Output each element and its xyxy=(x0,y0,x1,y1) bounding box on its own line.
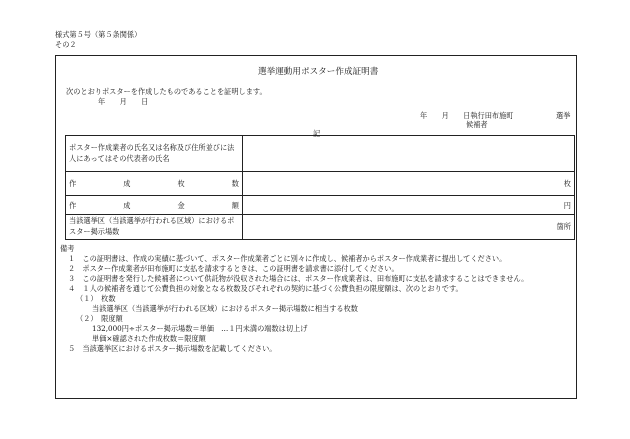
table-row xyxy=(66,215,575,240)
table-row xyxy=(66,172,575,196)
note-subitem: 当該選挙区（当該選挙が行われる区域）におけるポスター掲示場数に相当する枚数 xyxy=(92,304,358,313)
row-label-quantity: 作 成 枚 数 xyxy=(66,172,243,196)
issue-date: 年 月 日 xyxy=(98,97,149,106)
row-label-amount: 作 成 金 額 xyxy=(66,196,243,215)
intro-text: 次のとおりポスターを作成したものであることを証明します。 xyxy=(66,87,267,96)
note-subitem: 単価×確認された作成枚数＝限度額 xyxy=(92,334,206,343)
sub-number: その２ xyxy=(55,40,77,49)
note-item: ５ 当該選挙区におけるポスター掲示場数を記載してください。 xyxy=(68,344,277,353)
row-label-vendor: ポスター作成業者の氏名又は名称及び住所並びに法人にあってはその代表者の氏名 xyxy=(66,136,243,172)
note-subitem: （２） 限度額 xyxy=(76,314,123,323)
note-item: ３ この証明書を発行した候補者について供託物が没収された場合には、ポスター作成業者は、田布施町に支払を請求することはできません。 xyxy=(68,274,529,283)
notes-heading: 備考 xyxy=(60,244,75,253)
election-label: 選挙 xyxy=(556,111,571,120)
detail-table xyxy=(65,135,575,240)
candidate-label: 候補者 xyxy=(466,120,488,129)
note-item: ２ ポスター作成業者が田布施町に支払を請求するときは、この証明書を請求書に添付してください。 xyxy=(68,264,399,273)
note-item: ４ １人の候補者を通じて公費負担の対象となる枚数及びそれぞれの契約に基づく公費負担の限度額は、次のとおりです。 xyxy=(68,284,463,293)
election-date-town: 年 月 日執行田布施町 xyxy=(420,111,514,120)
table-row xyxy=(66,196,575,215)
record-mark: 記 xyxy=(313,129,321,138)
quantity-unit: 枚 xyxy=(243,172,575,196)
note-subitem: （１） 枚数 xyxy=(76,294,116,303)
note-subitem: 132,000円÷ポスター掲示場数＝単価 …１円未満の端数は切上げ xyxy=(92,324,308,333)
amount-unit: 円 xyxy=(243,196,575,215)
row-label-boards: 当該選挙区（当該選挙が行われる区域）におけるポスター掲示場数 xyxy=(66,215,243,240)
table-row xyxy=(66,136,575,172)
boards-unit: 箇所 xyxy=(243,215,575,240)
form-number: 様式第５号（第５条関係） xyxy=(55,30,142,39)
page-title: 選挙運動用ポスター作成証明書 xyxy=(258,67,379,77)
vendor-value-cell xyxy=(243,136,575,172)
note-item: １ この証明書は、作成の実績に基づいて、ポスター作成業者ごとに別々に作成し、候補者からポスター作成業者に提出してください。 xyxy=(68,254,507,263)
